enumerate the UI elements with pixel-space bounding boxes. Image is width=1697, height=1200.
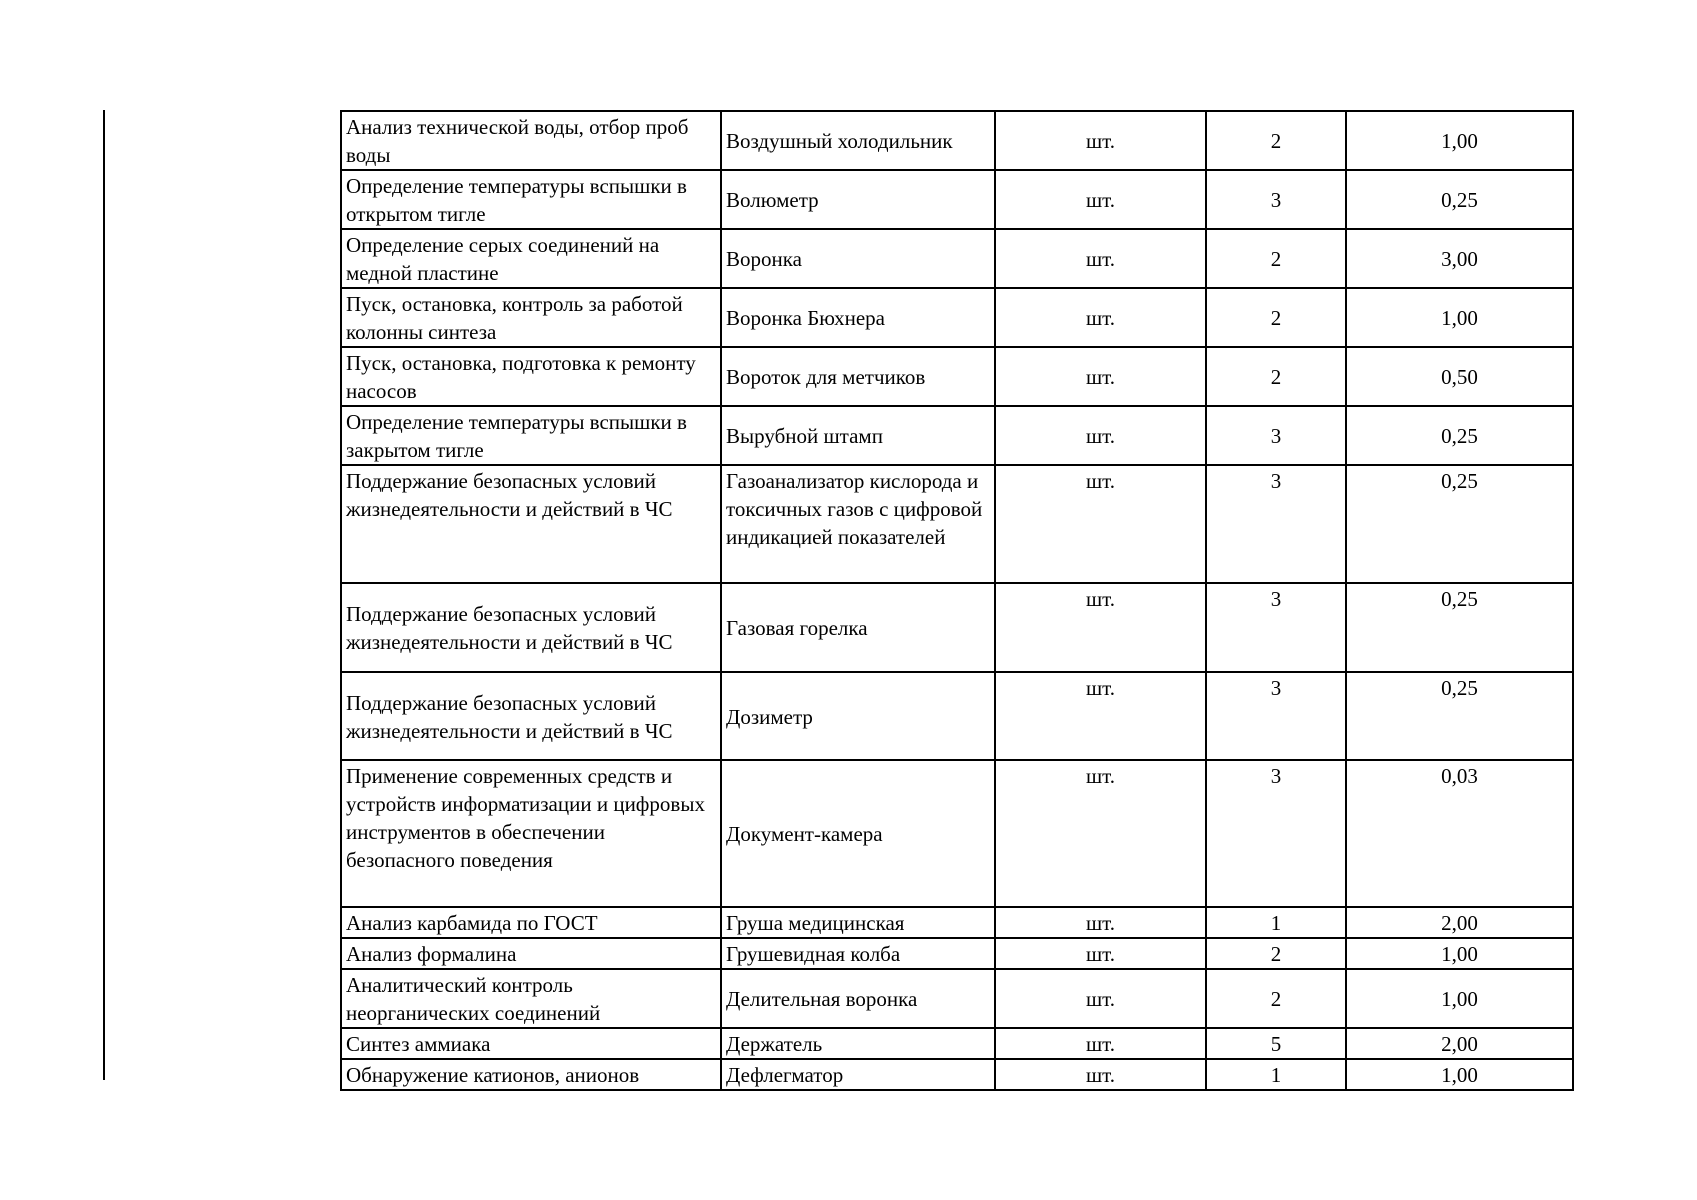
equipment-cell: Груша медицинская bbox=[721, 907, 995, 938]
unit-cell: шт. bbox=[995, 760, 1206, 907]
table-row bbox=[341, 1059, 1573, 1090]
quantity-cell: 1 bbox=[1206, 907, 1346, 938]
table-row bbox=[341, 288, 1573, 347]
left-margin-line bbox=[103, 110, 105, 1080]
activity-cell: Определение серых соединений на медной пластине bbox=[341, 229, 721, 288]
activity-cell: Синтез аммиака bbox=[341, 1028, 721, 1059]
activity-cell: Поддержание безопасных условий жизнедеятельности и действий в ЧС bbox=[341, 465, 721, 583]
table-row bbox=[341, 969, 1573, 1028]
quantity-cell: 2 bbox=[1206, 938, 1346, 969]
equipment-cell: Грушевидная колба bbox=[721, 938, 995, 969]
rate-cell: 0,50 bbox=[1346, 347, 1573, 406]
table-row bbox=[341, 1028, 1573, 1059]
rate-cell: 0,25 bbox=[1346, 170, 1573, 229]
equipment-table bbox=[340, 110, 1574, 1091]
activity-cell: Пуск, остановка, контроль за работой колонны синтеза bbox=[341, 288, 721, 347]
equipment-cell: Дозиметр bbox=[721, 672, 995, 760]
unit-cell: шт. bbox=[995, 1059, 1206, 1090]
activity-cell: Пуск, остановка, подготовка к ремонту насосов bbox=[341, 347, 721, 406]
unit-cell: шт. bbox=[995, 229, 1206, 288]
quantity-cell: 2 bbox=[1206, 111, 1346, 170]
equipment-cell: Воздушный холодильник bbox=[721, 111, 995, 170]
activity-cell: Применение современных средств и устройств информатизации и цифровых инструментов в обеспечении безопасного поведения bbox=[341, 760, 721, 907]
rate-cell: 1,00 bbox=[1346, 288, 1573, 347]
unit-cell: шт. bbox=[995, 938, 1206, 969]
unit-cell: шт. bbox=[995, 111, 1206, 170]
rate-cell: 1,00 bbox=[1346, 111, 1573, 170]
activity-cell: Анализ технической воды, отбор проб воды bbox=[341, 111, 721, 170]
table-row bbox=[341, 347, 1573, 406]
rate-cell: 0,03 bbox=[1346, 760, 1573, 907]
unit-cell: шт. bbox=[995, 583, 1206, 672]
rate-cell: 2,00 bbox=[1346, 1028, 1573, 1059]
quantity-cell: 2 bbox=[1206, 969, 1346, 1028]
activity-cell: Обнаружение катионов, анионов bbox=[341, 1059, 721, 1090]
equipment-cell: Вырубной штамп bbox=[721, 406, 995, 465]
table-row bbox=[341, 406, 1573, 465]
rate-cell: 3,00 bbox=[1346, 229, 1573, 288]
equipment-cell: Делительная воронка bbox=[721, 969, 995, 1028]
table-row bbox=[341, 229, 1573, 288]
unit-cell: шт. bbox=[995, 969, 1206, 1028]
unit-cell: шт. bbox=[995, 907, 1206, 938]
unit-cell: шт. bbox=[995, 406, 1206, 465]
quantity-cell: 2 bbox=[1206, 347, 1346, 406]
table-row bbox=[341, 170, 1573, 229]
quantity-cell: 3 bbox=[1206, 170, 1346, 229]
unit-cell: шт. bbox=[995, 1028, 1206, 1059]
activity-cell: Поддержание безопасных условий жизнедеятельности и действий в ЧС bbox=[341, 583, 721, 672]
equipment-cell: Газоанализатор кислорода и токсичных газов с цифровой индикацией показателей bbox=[721, 465, 995, 583]
quantity-cell: 3 bbox=[1206, 672, 1346, 760]
table-row bbox=[341, 111, 1573, 170]
quantity-cell: 1 bbox=[1206, 1059, 1346, 1090]
equipment-cell: Воронка bbox=[721, 229, 995, 288]
quantity-cell: 2 bbox=[1206, 288, 1346, 347]
activity-cell: Определение температуры вспышки в закрытом тигле bbox=[341, 406, 721, 465]
equipment-cell: Держатель bbox=[721, 1028, 995, 1059]
equipment-cell: Волюметр bbox=[721, 170, 995, 229]
equipment-cell: Газовая горелка bbox=[721, 583, 995, 672]
rate-cell: 0,25 bbox=[1346, 406, 1573, 465]
unit-cell: шт. bbox=[995, 170, 1206, 229]
quantity-cell: 5 bbox=[1206, 1028, 1346, 1059]
rate-cell: 1,00 bbox=[1346, 1059, 1573, 1090]
activity-cell: Анализ карбамида по ГОСТ bbox=[341, 907, 721, 938]
activity-cell: Анализ формалина bbox=[341, 938, 721, 969]
rate-cell: 0,25 bbox=[1346, 465, 1573, 583]
quantity-cell: 3 bbox=[1206, 406, 1346, 465]
unit-cell: шт. bbox=[995, 672, 1206, 760]
table-row bbox=[341, 672, 1573, 760]
unit-cell: шт. bbox=[995, 347, 1206, 406]
rate-cell: 0,25 bbox=[1346, 583, 1573, 672]
unit-cell: шт. bbox=[995, 288, 1206, 347]
table-row bbox=[341, 907, 1573, 938]
rate-cell: 0,25 bbox=[1346, 672, 1573, 760]
table-row bbox=[341, 938, 1573, 969]
rate-cell: 1,00 bbox=[1346, 969, 1573, 1028]
activity-cell: Аналитический контроль неорганических соединений bbox=[341, 969, 721, 1028]
equipment-cell: Вороток для метчиков bbox=[721, 347, 995, 406]
activity-cell: Определение температуры вспышки в открытом тигле bbox=[341, 170, 721, 229]
quantity-cell: 3 bbox=[1206, 583, 1346, 672]
equipment-cell: Воронка Бюхнера bbox=[721, 288, 995, 347]
equipment-cell: Документ-камера bbox=[721, 760, 995, 907]
table-row bbox=[341, 760, 1573, 907]
table-row bbox=[341, 583, 1573, 672]
rate-cell: 1,00 bbox=[1346, 938, 1573, 969]
unit-cell: шт. bbox=[995, 465, 1206, 583]
rate-cell: 2,00 bbox=[1346, 907, 1573, 938]
quantity-cell: 2 bbox=[1206, 229, 1346, 288]
equipment-cell: Дефлегматор bbox=[721, 1059, 995, 1090]
table-row bbox=[341, 465, 1573, 583]
quantity-cell: 3 bbox=[1206, 465, 1346, 583]
activity-cell: Поддержание безопасных условий жизнедеятельности и действий в ЧС bbox=[341, 672, 721, 760]
quantity-cell: 3 bbox=[1206, 760, 1346, 907]
